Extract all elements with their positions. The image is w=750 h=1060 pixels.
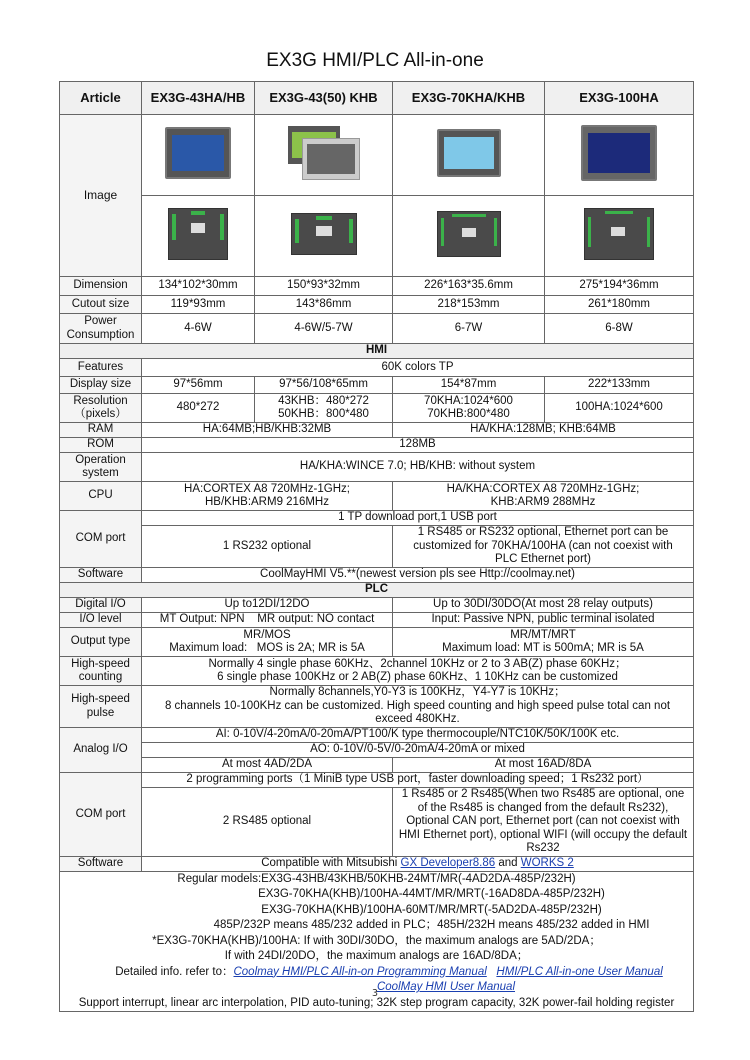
label-line: High-speed [71, 693, 130, 705]
cell-line: HB/KHB:ARM9 216MHz [205, 496, 329, 508]
detail-label: Detailed info. refer to： [115, 965, 234, 978]
plc-com-row-2 [60, 788, 694, 857]
hmi-43ha-back-image [168, 208, 228, 260]
cell: AI: 0-10V/4-20mA/0-20mA/PT100/K type thermocouple/NTC10K/50K/100K etc. [142, 728, 694, 743]
rom-row [60, 438, 694, 453]
header-model: EX3G-70KHA/KHB [393, 82, 545, 115]
cell [393, 482, 694, 511]
cell: HA:64MB;HB/KHB:32MB [142, 423, 393, 438]
cell [142, 657, 694, 686]
label-line: pulse [86, 706, 115, 719]
cell [255, 394, 393, 423]
cell: 1 Rs485 or 2 Rs485(When two Rs485 are optional, one of the Rs485 is changed from the default Rs232), Optional CAN port, Ethernet port (can not coexist with HMI Ethernet port), optional WIFI (will occupy the default Rs232 [393, 788, 694, 857]
cell: Up to12DI/12DO [142, 598, 393, 613]
row-label: COM port [60, 773, 142, 857]
cell: 119*93mm [142, 296, 255, 314]
label-line: High-speed [71, 657, 130, 670]
cell: HA/KHA:128MB; KHB:64MB [393, 423, 694, 438]
note-line: Support interrupt, linear arc interpolation, PID auto-tuning; 32K step program capacity, 32K power-fail holding register [78, 996, 675, 1009]
cell-line: 8 channels 10-100KHz can be customized. High speed counting and high speed pulse total can not exceed 480KHz. [164, 699, 671, 726]
row-label: Digital I/O [60, 598, 142, 613]
hmi-user-manual-link[interactable]: CoolMay HMI User Manual [376, 981, 516, 993]
row-label: Dimension [60, 277, 142, 296]
hmi-43khb-back-image [291, 213, 357, 255]
row-label: Features [60, 359, 142, 377]
product-image-cell [393, 196, 545, 277]
row-label [60, 686, 142, 728]
cell: MT Output: NPN MR output: NO contact [142, 613, 393, 628]
cell: 97*56/108*65mm [255, 377, 393, 394]
cell: Up to 30DI/30DO(At most 28 relay outputs) [393, 598, 694, 613]
hmi-section-band [60, 344, 694, 359]
model-line: EX3G-43HB/43KHB/50KHB-24MT/MR(-4AD2DA-485P/232H) [261, 872, 576, 885]
row-label [60, 453, 142, 482]
cell: 1 TP download port,1 USB port [142, 511, 694, 526]
cell: 6-8W [545, 314, 694, 344]
label-line: Operation [75, 453, 126, 466]
works2-link[interactable]: WORKS 2 [520, 856, 574, 869]
cell: AO: 0-10V/0-5V/0-20mA/4-20mA or mixed [142, 743, 694, 758]
io-level-row [60, 613, 694, 628]
label-line: （pixels） [74, 408, 127, 420]
model-line: 485P/232P means 485/232 added in PLC；485H/232H means 485/232 added in HMI [213, 919, 650, 931]
model-line: EX3G-70KHA(KHB)/100HA-60MT/MR/MRT(-5AD2DA-485P/232H) [261, 903, 602, 916]
note-line [63, 965, 690, 981]
cell-line: Normally 4 single phase 60KHz、2channel 10KHz or 2 to 3 AB(Z) phase 60KHz； [208, 657, 627, 670]
cell: 2 programming ports（1 MiniB type USB port，faster downloading speed；1 Rs232 port） [142, 773, 694, 788]
row-label [60, 657, 142, 686]
row-label: Cutout size [60, 296, 142, 314]
image-label: Image [60, 115, 142, 277]
cell-line: 43KHB：480*272 [278, 394, 369, 407]
product-image-cell [545, 115, 694, 196]
row-label [60, 314, 142, 344]
cell: At most 4AD/2DA [142, 758, 393, 773]
dimension-row [60, 277, 694, 296]
cell-line: Normally 8channels,Y0-Y3 is 100KHz，Y4-Y7 is 10KHz； [269, 686, 566, 699]
user-manual-link[interactable]: HMI/PLC All-in-one User Manual [496, 965, 663, 978]
gx-developer-link[interactable]: GX Developer8.86 [400, 856, 496, 869]
row-label: Software [60, 568, 142, 583]
cell-line: MR/MT/MRT [510, 628, 576, 641]
cell [142, 628, 393, 657]
cell-line: 70KHA:1024*600 [424, 394, 513, 407]
cell [142, 686, 694, 728]
product-image-cell [545, 196, 694, 277]
cell: Input: Passive NPN, public terminal isolated [393, 613, 694, 628]
regular-models-label: Regular models: [177, 872, 262, 885]
cell: 1 RS485 or RS232 optional, Ethernet port can be customized for 70KHA/100HA (can not coexist with PLC Ethernet port) [393, 526, 694, 568]
image-row-back [60, 196, 694, 277]
cell: 128MB [142, 438, 694, 453]
product-image-cell [142, 196, 255, 277]
plc-com-row-1 [60, 773, 694, 788]
analog-ai-row [60, 728, 694, 743]
row-label: Output type [60, 628, 142, 657]
hmi-43ha-front-image [165, 127, 231, 179]
hmi-com-row-2 [60, 526, 694, 568]
cpu-row [60, 482, 694, 511]
cell: 480*272 [142, 394, 255, 423]
os-row [60, 453, 694, 482]
cell-line: KHB:ARM9 288MHz [490, 496, 596, 508]
image-row-front [60, 115, 694, 196]
digital-io-row [60, 598, 694, 613]
cell [142, 482, 393, 511]
product-image-cell [255, 115, 393, 196]
plc-section-band [60, 583, 694, 598]
cutout-row [60, 296, 694, 314]
programming-manual-link[interactable]: Coolmay HMI/PLC All-in-on Programming Manual [233, 965, 487, 978]
hmi-70kha-front-image [437, 129, 501, 177]
cell-line: Maximum load: MOS is 2A; MR is 5A [169, 642, 365, 654]
cell: 143*86mm [255, 296, 393, 314]
cell: 222*133mm [545, 377, 694, 394]
hmi-com-row-1 [60, 511, 694, 526]
row-label: COM port [60, 511, 142, 568]
cell: 60K colors TP [142, 359, 694, 377]
row-label: Analog I/O [60, 728, 142, 773]
note-line: If with 24DI/20DO，the maximum analogs are 16AD/8DA； [224, 950, 529, 962]
cell: 226*163*35.6mm [393, 277, 545, 296]
cell-line: 6 single phase 100KHz or 2 AB(Z) phase 60KHz、1 10KHz can be customized [217, 671, 618, 683]
cell: 154*87mm [393, 377, 545, 394]
hmi-software-row [60, 568, 694, 583]
product-image-cell [142, 115, 255, 196]
hmi-100ha-front-image [581, 125, 657, 181]
power-row [60, 314, 694, 344]
cell: CoolMayHMI V5.**(newest version pls see Http://coolmay.net) [142, 568, 694, 583]
ram-row [60, 423, 694, 438]
software-prefix: Compatible with Mitsubishi [261, 856, 401, 869]
cell [393, 394, 545, 423]
output-type-row [60, 628, 694, 657]
cell: 1 RS232 optional [142, 526, 393, 568]
cell [142, 856, 694, 871]
product-image-cell [255, 196, 393, 277]
row-label: I/O level [60, 613, 142, 628]
section-heading-hmi: HMI [60, 344, 694, 359]
display-size-row [60, 377, 694, 394]
cell [393, 628, 694, 657]
software-mid: and [495, 856, 521, 869]
cell: 261*180mm [545, 296, 694, 314]
analog-ao-row [60, 743, 694, 758]
row-label: Display size [60, 377, 142, 394]
cell: 218*153mm [393, 296, 545, 314]
header-model: EX3G-43(50) KHB [255, 82, 393, 115]
cell-line: MR/MOS [243, 628, 291, 641]
plc-software-row [60, 856, 694, 871]
cell-line: HA:CORTEX A8 720MHz-1GHz; [184, 482, 350, 495]
hmi-100ha-back-image [584, 208, 654, 260]
resolution-row [60, 394, 694, 423]
label-line: Consumption [66, 328, 135, 341]
label-line: system [82, 467, 119, 479]
cell: 6-7W [393, 314, 545, 344]
analog-max-row [60, 758, 694, 773]
label-line: Power [84, 315, 117, 327]
note-line: *EX3G-70KHA(KHB)/100HA: If with 30DI/30DO，the maximum analogs are 5AD/2DA； [152, 934, 601, 947]
cell: 97*56mm [142, 377, 255, 394]
page-number: 3 [371, 988, 379, 999]
row-label [60, 394, 142, 423]
cell: 275*194*36mm [545, 277, 694, 296]
features-row [60, 359, 694, 377]
cell: 4-6W/5-7W [255, 314, 393, 344]
row-label: Software [60, 856, 142, 871]
section-heading-plc: PLC [60, 583, 694, 598]
cell: 4-6W [142, 314, 255, 344]
row-label: RAM [60, 423, 142, 438]
label-line: Resolution [73, 394, 128, 407]
header-model: EX3G-43HA/HB [142, 82, 255, 115]
hs-counting-row [60, 657, 694, 686]
cell: HA/KHA:WINCE 7.0; HB/KHB: without system [142, 453, 694, 482]
product-image-cell [393, 115, 545, 196]
row-label: CPU [60, 482, 142, 511]
hmi-43khb-front-image [288, 126, 360, 180]
hmi-70kha-back-image [437, 211, 501, 257]
cell: 2 RS485 optional [142, 788, 393, 857]
cell: 150*93*32mm [255, 277, 393, 296]
cell: 134*102*30mm [142, 277, 255, 296]
spec-table [59, 81, 694, 1012]
cell-line: 70KHB:800*480 [427, 408, 510, 420]
row-label: ROM [60, 438, 142, 453]
cell: 100HA:1024*600 [545, 394, 694, 423]
header-article: Article [60, 82, 142, 115]
cell-line: 50KHB：800*480 [278, 408, 369, 420]
cell-line: Maximum load: MT is 500mA; MR is 5A [442, 642, 644, 654]
cell: At most 16AD/8DA [393, 758, 694, 773]
model-line: EX3G-70KHA(KHB)/100HA-44MT/MR/MRT(-16AD8DA-485P/232H) [258, 888, 605, 900]
note-line [63, 872, 690, 888]
page-title: EX3G HMI/PLC All-in-one [266, 50, 484, 71]
cell-line: HA/KHA:CORTEX A8 720MHz-1GHz; [446, 482, 640, 495]
hs-pulse-row [60, 686, 694, 728]
header-row [60, 82, 694, 115]
header-model: EX3G-100HA [545, 82, 694, 115]
label-line: counting [78, 671, 123, 683]
